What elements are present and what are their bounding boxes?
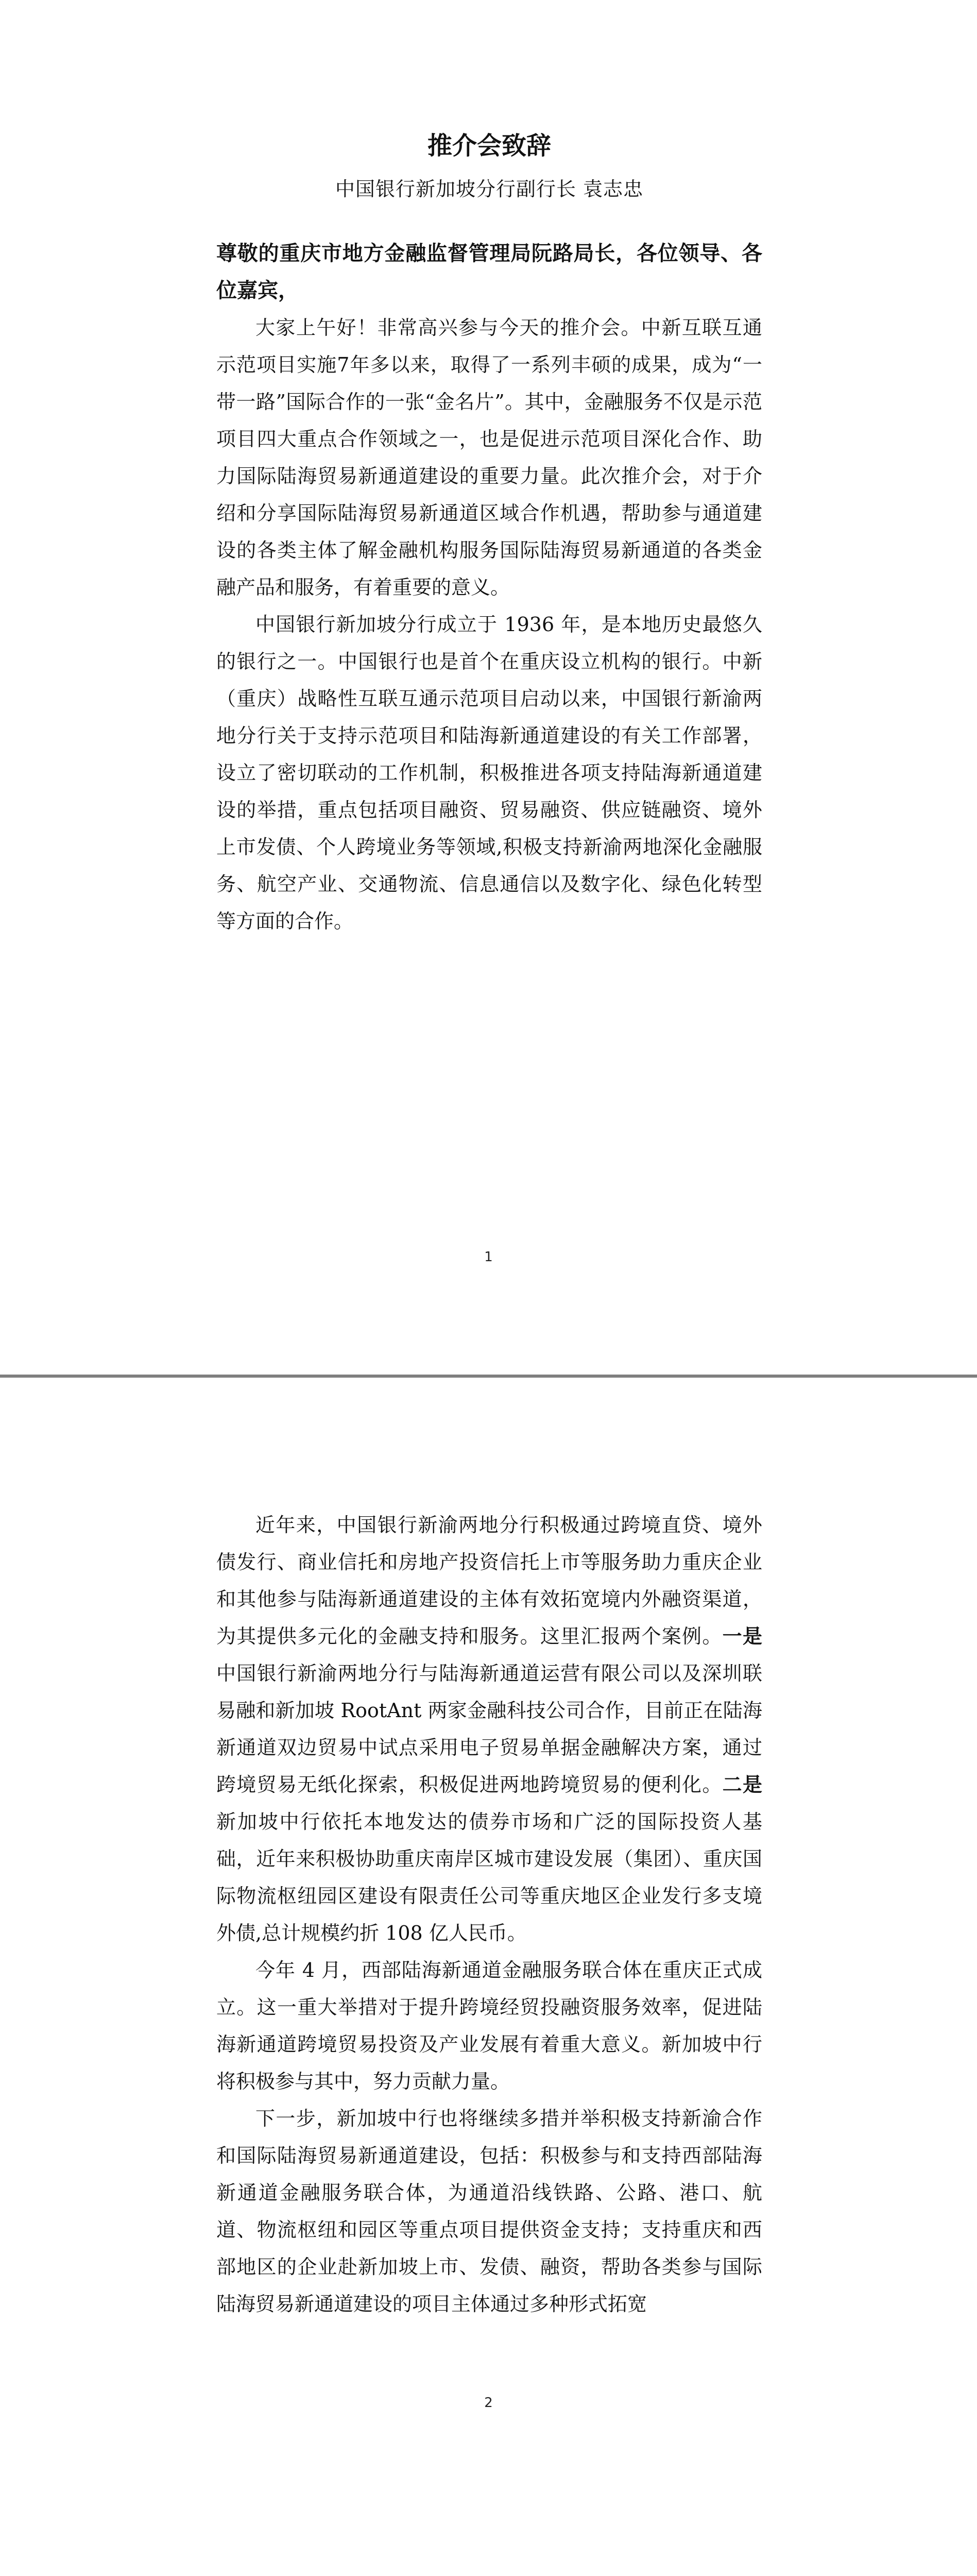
paragraph-next-steps: 下一步，新加坡中行也将继续多措并举积极支持新渝合作和国际陆海贸易新通道建设，包括：积极参与和支持西部陆海新通道金融服务联合体，为通道沿线铁路、公路、港口、航道、物流枢纽和园区等重点项目提供资金支持；支持重庆和西部地区的企业赴新加坡上市、发债、融资，帮助各类参与国际陆海贸易新通道建设的项目主体通过多种形式拓宽 [216,2107,762,2315]
page-number: 2 [484,2395,493,2411]
page-1-content [216,129,762,940]
greeting: 尊敬的重庆市地方金融监督管理局阮路局长，各位领导、各位嘉宾， [216,242,762,302]
page-2-content [216,1506,762,2323]
cases-intro: 近年来，中国银行新渝两地分行积极通过跨境直贷、境外债发行、商业信托和房地产投资信托上市等服务助力重庆企业和其他参与陆海新通道建设的主体有效拓宽境内外融资渠道，为其提供多元化的金融支持和服务。这里汇报两个案例。 [216,1514,762,1648]
case-one-text: 中国银行新渝两地分行与陆海新通道运营有限公司以及深圳联易融和新加坡 RootAnt 两家金融科技公司合作，目前正在陆海新通道双边贸易中试点采用电子贸易单据金融解决方案，通过跨境贸易无纸化探索，积极促进两地跨境贸易的便利化。 [216,1662,762,1796]
case-one-label: 一是 [722,1625,762,1648]
document-title: 推介会致辞 [427,131,551,160]
document-subtitle: 中国银行新加坡分行副行长 袁志忠 [335,178,644,200]
paragraph-boc-singapore: 中国银行新加坡分行成立于 1936 年，是本地历史最悠久的银行之一。中国银行也是首个在重庆设立机构的银行。中新（重庆）战略性互联互通示范项目启动以来，中国银行新渝两地分行关于支持示范项目和陆海新通道建设的有关工作部署，设立了密切联动的工作机制，积极推进各项支持陆海新通道建设的举措，重点包括项目融资、贸易融资、供应链融资、境外上市发债、个人跨境业务等领域,积极支持新渝两地深化金融服务、航空产业、交通物流、信息通信以及数字化、绿色化转型等方面的合作。 [216,613,762,933]
case-two-text: 新加坡中行依托本地发达的债券市场和广泛的国际投资人基础，近年来积极协助重庆南岸区城市建设发展（集团）、重庆国际物流枢纽园区建设有限责任公司等重庆地区企业发行多支境外债,总计规模约折 108 亿人民币。 [216,1810,762,1944]
document-page-2 [0,1378,977,2576]
paragraph-opening: 大家上午好！非常高兴参与今天的推介会。中新互联互通示范项目实施7年多以来，取得了一系列丰硕的成果，成为“一带一路”国际合作的一张“金名片”。其中，金融服务不仅是示范项目四大重点合作领域之一，也是促进示范项目深化合作、助力国际陆海贸易新通道建设的重要力量。此次推介会，对于介绍和分享国际陆海贸易新通道区域合作机遇，帮助参与通道建设的各类主体了解金融机构服务国际陆海贸易新通道的各类金融产品和服务，有着重要的意义。 [216,316,762,599]
case-two-label: 二是 [722,1773,762,1796]
paragraph-alliance: 今年 4 月，西部陆海新通道金融服务联合体在重庆正式成立。这一重大举措对于提升跨境经贸投融资服务效率，促进陆海新通道跨境贸易投资及产业发展有着重大意义。新加坡中行将积极参与其中，努力贡献力量。 [216,1959,762,2093]
paragraph-cases [216,1506,762,1952]
page-number: 1 [484,1249,493,1265]
